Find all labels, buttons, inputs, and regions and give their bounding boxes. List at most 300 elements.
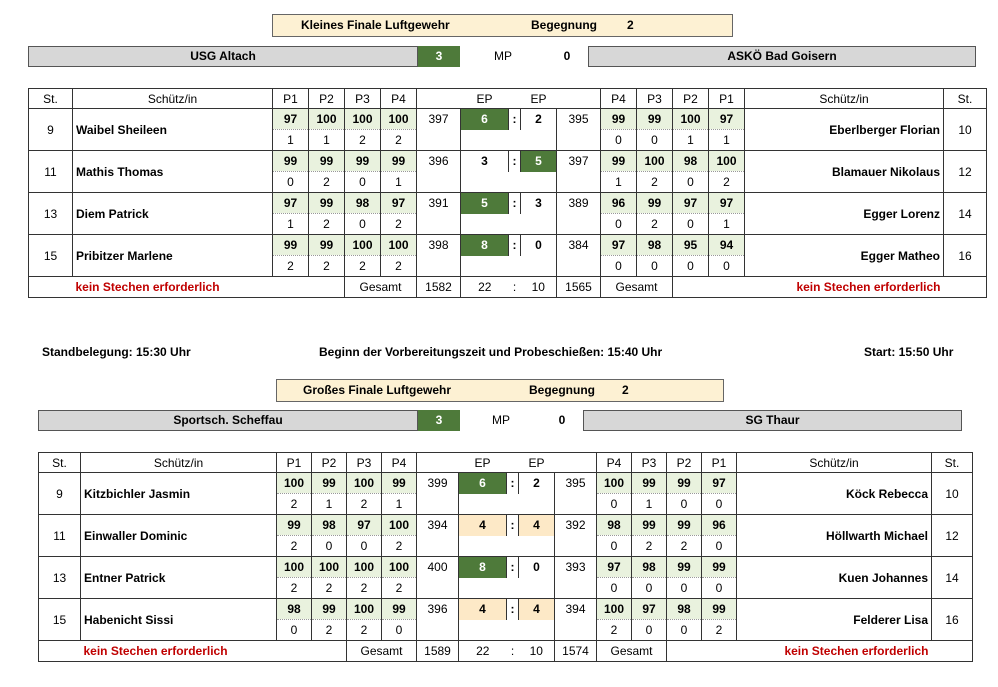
series-score-right: 99: [632, 515, 667, 536]
ep-separator: :: [507, 641, 519, 662]
stand-number-right: 14: [932, 557, 973, 599]
series-points-left: 1: [273, 130, 309, 151]
series-points-left: 2: [382, 578, 417, 599]
blank-cell: [507, 494, 519, 515]
series-score-right: 99: [637, 193, 673, 214]
series-points-left: 2: [347, 578, 382, 599]
ep-right: 4: [519, 515, 555, 536]
total-left: 400: [417, 557, 459, 578]
header-ep-right: EP: [521, 89, 557, 109]
header-row: [39, 453, 973, 473]
series-score-right: 96: [601, 193, 637, 214]
series-points-right: 0: [632, 578, 667, 599]
stand-number-left: 15: [29, 235, 73, 277]
blank-cell: [932, 641, 973, 662]
shooter-name-left: Waibel Sheileen: [73, 109, 273, 151]
ep-total-left: 22: [461, 277, 509, 298]
ep-left: 4: [459, 515, 507, 536]
series-score-left: 100: [309, 109, 345, 130]
header-shooter: Schütz/in: [737, 453, 932, 473]
series-score-right: 96: [702, 515, 737, 536]
ep-left: 8: [459, 557, 507, 578]
series-points-right: 0: [637, 130, 673, 151]
blank-cell: [521, 214, 557, 235]
shooter-name-right: Egger Matheo: [745, 235, 944, 277]
series-score-right: 99: [632, 473, 667, 494]
series-score-left: 97: [381, 193, 417, 214]
series-score-left: 97: [273, 109, 309, 130]
header-st: St.: [39, 453, 81, 473]
shooter-name-left: Kitzbichler Jasmin: [81, 473, 277, 515]
total-left: 398: [417, 235, 461, 256]
ep-right: 0: [521, 235, 557, 256]
stand-number-right: 16: [944, 235, 987, 277]
header-p3: P3: [347, 453, 382, 473]
blank-cell: [521, 256, 557, 277]
header-p1: P1: [273, 89, 309, 109]
header-p4: P4: [381, 89, 417, 109]
series-points-left: 0: [347, 536, 382, 557]
series-score-left: 97: [273, 193, 309, 214]
header-blank: [557, 89, 601, 109]
blank-cell: [519, 578, 555, 599]
stand-number-right: 16: [932, 599, 973, 641]
series-points-right: 0: [637, 256, 673, 277]
table-row: [39, 557, 973, 578]
table-row: [39, 599, 973, 620]
stand-time: Standbelegung: 15:30 Uhr: [42, 345, 191, 359]
shooter-name-right: Felderer Lisa: [737, 599, 932, 641]
series-points-right: 0: [667, 494, 702, 515]
series-score-right: 100: [637, 151, 673, 172]
series-score-right: 98: [637, 235, 673, 256]
series-points-right: 1: [601, 172, 637, 193]
series-score-left: 100: [345, 109, 381, 130]
series-points-left: 2: [277, 494, 312, 515]
series-score-right: 97: [702, 473, 737, 494]
ep-separator: :: [509, 277, 521, 298]
series-score-right: 98: [632, 557, 667, 578]
blank-cell: [459, 536, 507, 557]
blank-cell: [555, 494, 597, 515]
blank-cell: [509, 130, 521, 151]
total-right: 395: [557, 109, 601, 130]
stand-number-left: 13: [29, 193, 73, 235]
series-points-left: 2: [309, 214, 345, 235]
header-ep-left: EP: [459, 453, 507, 473]
series-score-left: 97: [347, 515, 382, 536]
series-score-right: 99: [601, 151, 637, 172]
series-score-left: 100: [277, 473, 312, 494]
header-p2: P2: [309, 89, 345, 109]
shooter-name-left: Diem Patrick: [73, 193, 273, 235]
series-points-right: 2: [597, 620, 632, 641]
stand-number-left: 13: [39, 557, 81, 599]
total-left: 391: [417, 193, 461, 214]
ep-right: 5: [521, 151, 557, 172]
series-score-right: 97: [632, 599, 667, 620]
series-points-left: 0: [277, 620, 312, 641]
series-score-left: 99: [345, 151, 381, 172]
blank-cell: [557, 256, 601, 277]
blank-cell: [519, 536, 555, 557]
series-score-right: 97: [597, 557, 632, 578]
series-points-right: 0: [673, 172, 709, 193]
series-score-left: 98: [312, 515, 347, 536]
series-points-left: 2: [277, 578, 312, 599]
footer-row: [39, 641, 973, 662]
series-score-left: 100: [312, 557, 347, 578]
series-points-right: 0: [673, 256, 709, 277]
header-p4: P4: [601, 89, 637, 109]
header-p2: P2: [673, 89, 709, 109]
match1-away-mp: 0: [563, 49, 571, 63]
series-score-left: 99: [273, 151, 309, 172]
total-right: 394: [555, 599, 597, 620]
series-points-left: 2: [345, 256, 381, 277]
series-score-right: 100: [597, 599, 632, 620]
series-points-left: 2: [345, 130, 381, 151]
series-points-right: 2: [709, 172, 745, 193]
match2-home-team: Sportsch. Scheffau: [38, 410, 418, 431]
ep-right: 4: [519, 599, 555, 620]
series-score-right: 99: [702, 557, 737, 578]
header-shooter: Schütz/in: [73, 89, 273, 109]
stand-number-left: 9: [39, 473, 81, 515]
blank-cell: [509, 172, 521, 193]
stand-number-left: 15: [39, 599, 81, 641]
ep-left: 4: [459, 599, 507, 620]
ep-right: 3: [521, 193, 557, 214]
table-row: [29, 151, 987, 172]
blank-cell: [521, 172, 557, 193]
blank-cell: [555, 578, 597, 599]
blank-cell: [519, 494, 555, 515]
series-points-left: 2: [277, 536, 312, 557]
blank-cell: [417, 494, 459, 515]
total-right: 384: [557, 235, 601, 256]
total-left: 396: [417, 599, 459, 620]
blank-cell: [944, 277, 987, 298]
blank-cell: [461, 130, 509, 151]
tiebreak-note-right: kein Stechen erforderlich: [667, 641, 932, 662]
header-p2: P2: [667, 453, 702, 473]
match1-encounter-no: 2: [627, 18, 634, 32]
stand-number-left: 9: [29, 109, 73, 151]
series-score-left: 99: [277, 515, 312, 536]
header-shooter: Schütz/in: [81, 453, 277, 473]
stand-number-left: 11: [29, 151, 73, 193]
match2-title-box: [276, 379, 724, 402]
stand-number-right: 14: [944, 193, 987, 235]
series-score-right: 94: [709, 235, 745, 256]
blank-cell: [417, 256, 461, 277]
total-left: 396: [417, 151, 461, 172]
series-points-left: 0: [273, 172, 309, 193]
series-score-left: 100: [345, 235, 381, 256]
ep-separator: :: [509, 109, 521, 130]
series-score-left: 99: [381, 151, 417, 172]
header-shooter: Schütz/in: [745, 89, 944, 109]
ep-left: 3: [461, 151, 509, 172]
series-score-left: 100: [277, 557, 312, 578]
tiebreak-note-right: kein Stechen erforderlich: [673, 277, 944, 298]
total-left: 394: [417, 515, 459, 536]
match2-away-team: SG Thaur: [583, 410, 962, 431]
series-points-right: 2: [632, 536, 667, 557]
footer-row: [29, 277, 987, 298]
total-right: 392: [555, 515, 597, 536]
series-score-right: 97: [673, 193, 709, 214]
grand-total-right: 1574: [555, 641, 597, 662]
start-time: Start: 15:50 Uhr: [864, 345, 954, 359]
blank-cell: [507, 536, 519, 557]
total-right: 393: [555, 557, 597, 578]
series-points-left: 1: [312, 494, 347, 515]
grand-total-right: 1565: [557, 277, 601, 298]
header-ep-right: EP: [519, 453, 555, 473]
stand-number-right: 12: [932, 515, 973, 557]
blank-cell: [459, 494, 507, 515]
series-score-right: 97: [601, 235, 637, 256]
tiebreak-note-left: kein Stechen erforderlich: [81, 641, 347, 662]
ep-separator: :: [507, 515, 519, 536]
shooter-name-left: Habenicht Sissi: [81, 599, 277, 641]
ep-separator: :: [509, 193, 521, 214]
series-points-left: 1: [382, 494, 417, 515]
series-score-left: 99: [273, 235, 309, 256]
series-points-right: 0: [601, 256, 637, 277]
series-points-left: 0: [345, 214, 381, 235]
series-points-right: 0: [601, 130, 637, 151]
header-blank: [417, 453, 459, 473]
header-p3: P3: [345, 89, 381, 109]
blank-cell: [459, 620, 507, 641]
shooter-name-right: Egger Lorenz: [745, 193, 944, 235]
blank-cell: [521, 130, 557, 151]
match1-score-table: [28, 88, 987, 298]
series-points-right: 0: [601, 214, 637, 235]
series-score-left: 99: [382, 473, 417, 494]
gesamt-label-right: Gesamt: [601, 277, 673, 298]
blank-cell: [29, 277, 73, 298]
ep-right: 2: [521, 109, 557, 130]
match1-title: Kleines Finale Luftgewehr: [301, 18, 450, 32]
blank-cell: [555, 620, 597, 641]
match2-score-table: [38, 452, 973, 662]
blank-cell: [509, 256, 521, 277]
table-row: [39, 515, 973, 536]
header-p4: P4: [382, 453, 417, 473]
header-blank: [555, 453, 597, 473]
series-points-right: 0: [667, 620, 702, 641]
series-score-right: 97: [709, 109, 745, 130]
shooter-name-left: Entner Patrick: [81, 557, 277, 599]
series-points-right: 1: [673, 130, 709, 151]
series-points-left: 2: [273, 256, 309, 277]
blank-cell: [507, 620, 519, 641]
series-score-left: 100: [347, 473, 382, 494]
series-points-right: 0: [709, 256, 745, 277]
gesamt-label-right: Gesamt: [597, 641, 667, 662]
series-score-left: 100: [381, 235, 417, 256]
table-row: [29, 193, 987, 214]
series-score-left: 100: [382, 557, 417, 578]
series-points-left: 2: [382, 536, 417, 557]
blank-cell: [417, 130, 461, 151]
series-score-right: 99: [601, 109, 637, 130]
series-points-right: 0: [702, 494, 737, 515]
shooter-name-left: Mathis Thomas: [73, 151, 273, 193]
series-points-right: 1: [709, 214, 745, 235]
series-points-right: 2: [667, 536, 702, 557]
match1-mp-label: MP: [494, 49, 512, 63]
series-score-left: 99: [312, 473, 347, 494]
match1-encounter-label: Begegnung: [531, 18, 597, 32]
match2-home-mp: 3: [418, 410, 460, 431]
ep-total-right: 10: [519, 641, 555, 662]
header-p2: P2: [312, 453, 347, 473]
series-points-left: 2: [312, 578, 347, 599]
series-points-left: 2: [381, 256, 417, 277]
blank-cell: [461, 256, 509, 277]
series-points-left: 1: [309, 130, 345, 151]
stand-number-left: 11: [39, 515, 81, 557]
series-points-left: 0: [312, 536, 347, 557]
header-st: St.: [944, 89, 987, 109]
blank-cell: [417, 578, 459, 599]
series-points-right: 0: [632, 620, 667, 641]
header-p1: P1: [709, 89, 745, 109]
table-row: [29, 109, 987, 130]
header-p1: P1: [277, 453, 312, 473]
total-left: 399: [417, 473, 459, 494]
blank-cell: [459, 578, 507, 599]
series-points-right: 2: [637, 214, 673, 235]
ep-separator: :: [507, 473, 519, 494]
series-points-left: 1: [381, 172, 417, 193]
table-row: [39, 473, 973, 494]
ep-separator: :: [507, 599, 519, 620]
series-points-right: 2: [637, 172, 673, 193]
table-row: [29, 235, 987, 256]
shooter-name-right: Köck Rebecca: [737, 473, 932, 515]
blank-cell: [417, 172, 461, 193]
shooter-name-right: Höllwarth Michael: [737, 515, 932, 557]
shooter-name-right: Blamauer Nikolaus: [745, 151, 944, 193]
shooter-name-right: Eberlberger Florian: [745, 109, 944, 151]
blank-cell: [417, 620, 459, 641]
series-score-right: 99: [637, 109, 673, 130]
prep-time: Beginn der Vorbereitungszeit und Probeschießen: 15:40 Uhr: [319, 345, 663, 359]
series-points-left: 2: [347, 494, 382, 515]
match2-encounter-no: 2: [622, 383, 629, 397]
blank-cell: [557, 130, 601, 151]
header-ep-left: EP: [461, 89, 509, 109]
series-score-right: 98: [667, 599, 702, 620]
series-points-right: 0: [673, 214, 709, 235]
blank-cell: [557, 172, 601, 193]
ep-total-right: 10: [521, 277, 557, 298]
blank-cell: [507, 578, 519, 599]
ep-total-left: 22: [459, 641, 507, 662]
gesamt-label-left: Gesamt: [347, 641, 417, 662]
series-points-right: 1: [632, 494, 667, 515]
header-p3: P3: [632, 453, 667, 473]
series-score-left: 98: [345, 193, 381, 214]
series-score-right: 100: [709, 151, 745, 172]
stand-number-right: 10: [944, 109, 987, 151]
total-right: 397: [557, 151, 601, 172]
series-points-right: 0: [597, 578, 632, 599]
ep-separator: :: [509, 151, 521, 172]
series-points-left: 0: [382, 620, 417, 641]
series-score-right: 99: [667, 557, 702, 578]
blank-cell: [39, 641, 81, 662]
blank-cell: [461, 214, 509, 235]
series-points-right: 0: [667, 578, 702, 599]
blank-cell: [461, 172, 509, 193]
match1-away-team: ASKÖ Bad Goisern: [588, 46, 976, 67]
series-score-left: 99: [312, 599, 347, 620]
grand-total-left: 1582: [417, 277, 461, 298]
grand-total-left: 1589: [417, 641, 459, 662]
match1-home-mp: 3: [418, 46, 460, 67]
series-points-right: 0: [702, 578, 737, 599]
series-points-left: 2: [381, 214, 417, 235]
series-points-right: 0: [597, 494, 632, 515]
shooter-name-right: Kuen Johannes: [737, 557, 932, 599]
series-points-left: 2: [381, 130, 417, 151]
header-st: St.: [29, 89, 73, 109]
series-score-right: 99: [667, 515, 702, 536]
header-sep: [509, 89, 521, 109]
ep-separator: :: [509, 235, 521, 256]
header-p4: P4: [597, 453, 632, 473]
header-row: [29, 89, 987, 109]
header-st: St.: [932, 453, 973, 473]
series-score-right: 100: [597, 473, 632, 494]
blank-cell: [417, 214, 461, 235]
gesamt-label-left: Gesamt: [345, 277, 417, 298]
series-points-left: 2: [347, 620, 382, 641]
series-score-right: 99: [702, 599, 737, 620]
match1-home-team: USG Altach: [28, 46, 418, 67]
series-score-left: 100: [347, 557, 382, 578]
series-points-right: 0: [702, 536, 737, 557]
match2-encounter-label: Begegnung: [529, 383, 595, 397]
total-right: 395: [555, 473, 597, 494]
blank-cell: [519, 620, 555, 641]
series-score-left: 100: [347, 599, 382, 620]
blank-cell: [417, 536, 459, 557]
match2-mp-label: MP: [492, 413, 510, 427]
series-points-left: 2: [309, 172, 345, 193]
series-points-right: 0: [597, 536, 632, 557]
header-p1: P1: [702, 453, 737, 473]
total-left: 397: [417, 109, 461, 130]
series-score-left: 100: [382, 515, 417, 536]
header-p3: P3: [637, 89, 673, 109]
series-score-right: 97: [709, 193, 745, 214]
blank-cell: [509, 214, 521, 235]
stand-number-right: 12: [944, 151, 987, 193]
match2-away-mp: 0: [558, 413, 566, 427]
tiebreak-note-left: kein Stechen erforderlich: [73, 277, 345, 298]
series-points-left: 2: [312, 620, 347, 641]
match1-title-box: [272, 14, 733, 37]
series-points-left: 2: [309, 256, 345, 277]
